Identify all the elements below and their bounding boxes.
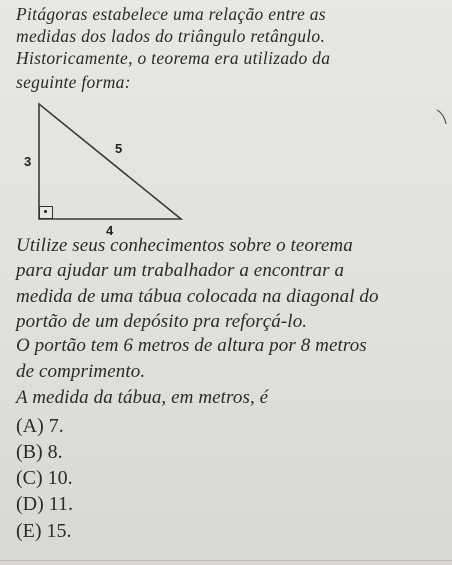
side-label-vertical: 3	[24, 154, 32, 169]
margin-mark	[437, 110, 446, 124]
option-a[interactable]: (A) 7.	[16, 415, 64, 437]
side-label-base: 4	[106, 223, 114, 238]
option-b[interactable]: (B) 8.	[16, 441, 63, 463]
question-line: portão de um depósito pra reforçá-lo.	[16, 311, 308, 332]
option-c[interactable]: (C) 10.	[16, 467, 73, 489]
intro-line: Pitágoras estabelece uma relação entre as	[16, 4, 326, 24]
right-angle-marker	[39, 206, 53, 219]
side-label-hypotenuse: 5	[115, 141, 123, 156]
question-line: de comprimento.	[16, 361, 146, 382]
page-edge-divider	[0, 560, 452, 561]
option-d[interactable]: (D) 11.	[16, 493, 74, 515]
option-e[interactable]: (E) 15.	[16, 520, 72, 542]
intro-line: Historicamente, o teorema era utilizado da	[16, 48, 331, 68]
intro-line: medidas dos lados do triângulo retângulo.	[16, 26, 326, 46]
triangle-shape	[39, 104, 181, 219]
question-line: A medida da tábua, em metros, é	[16, 387, 269, 408]
question-line: para ajudar um trabalhador a encontrar a	[16, 260, 345, 281]
intro-line: seguinte forma:	[16, 72, 131, 92]
question-line: O portão tem 6 metros de altura por 8 metros	[16, 335, 367, 356]
question-line: Utilize seus conhecimentos sobre o teorema	[16, 235, 353, 256]
question-line: medida de uma tábua colocada na diagonal do	[16, 286, 379, 307]
